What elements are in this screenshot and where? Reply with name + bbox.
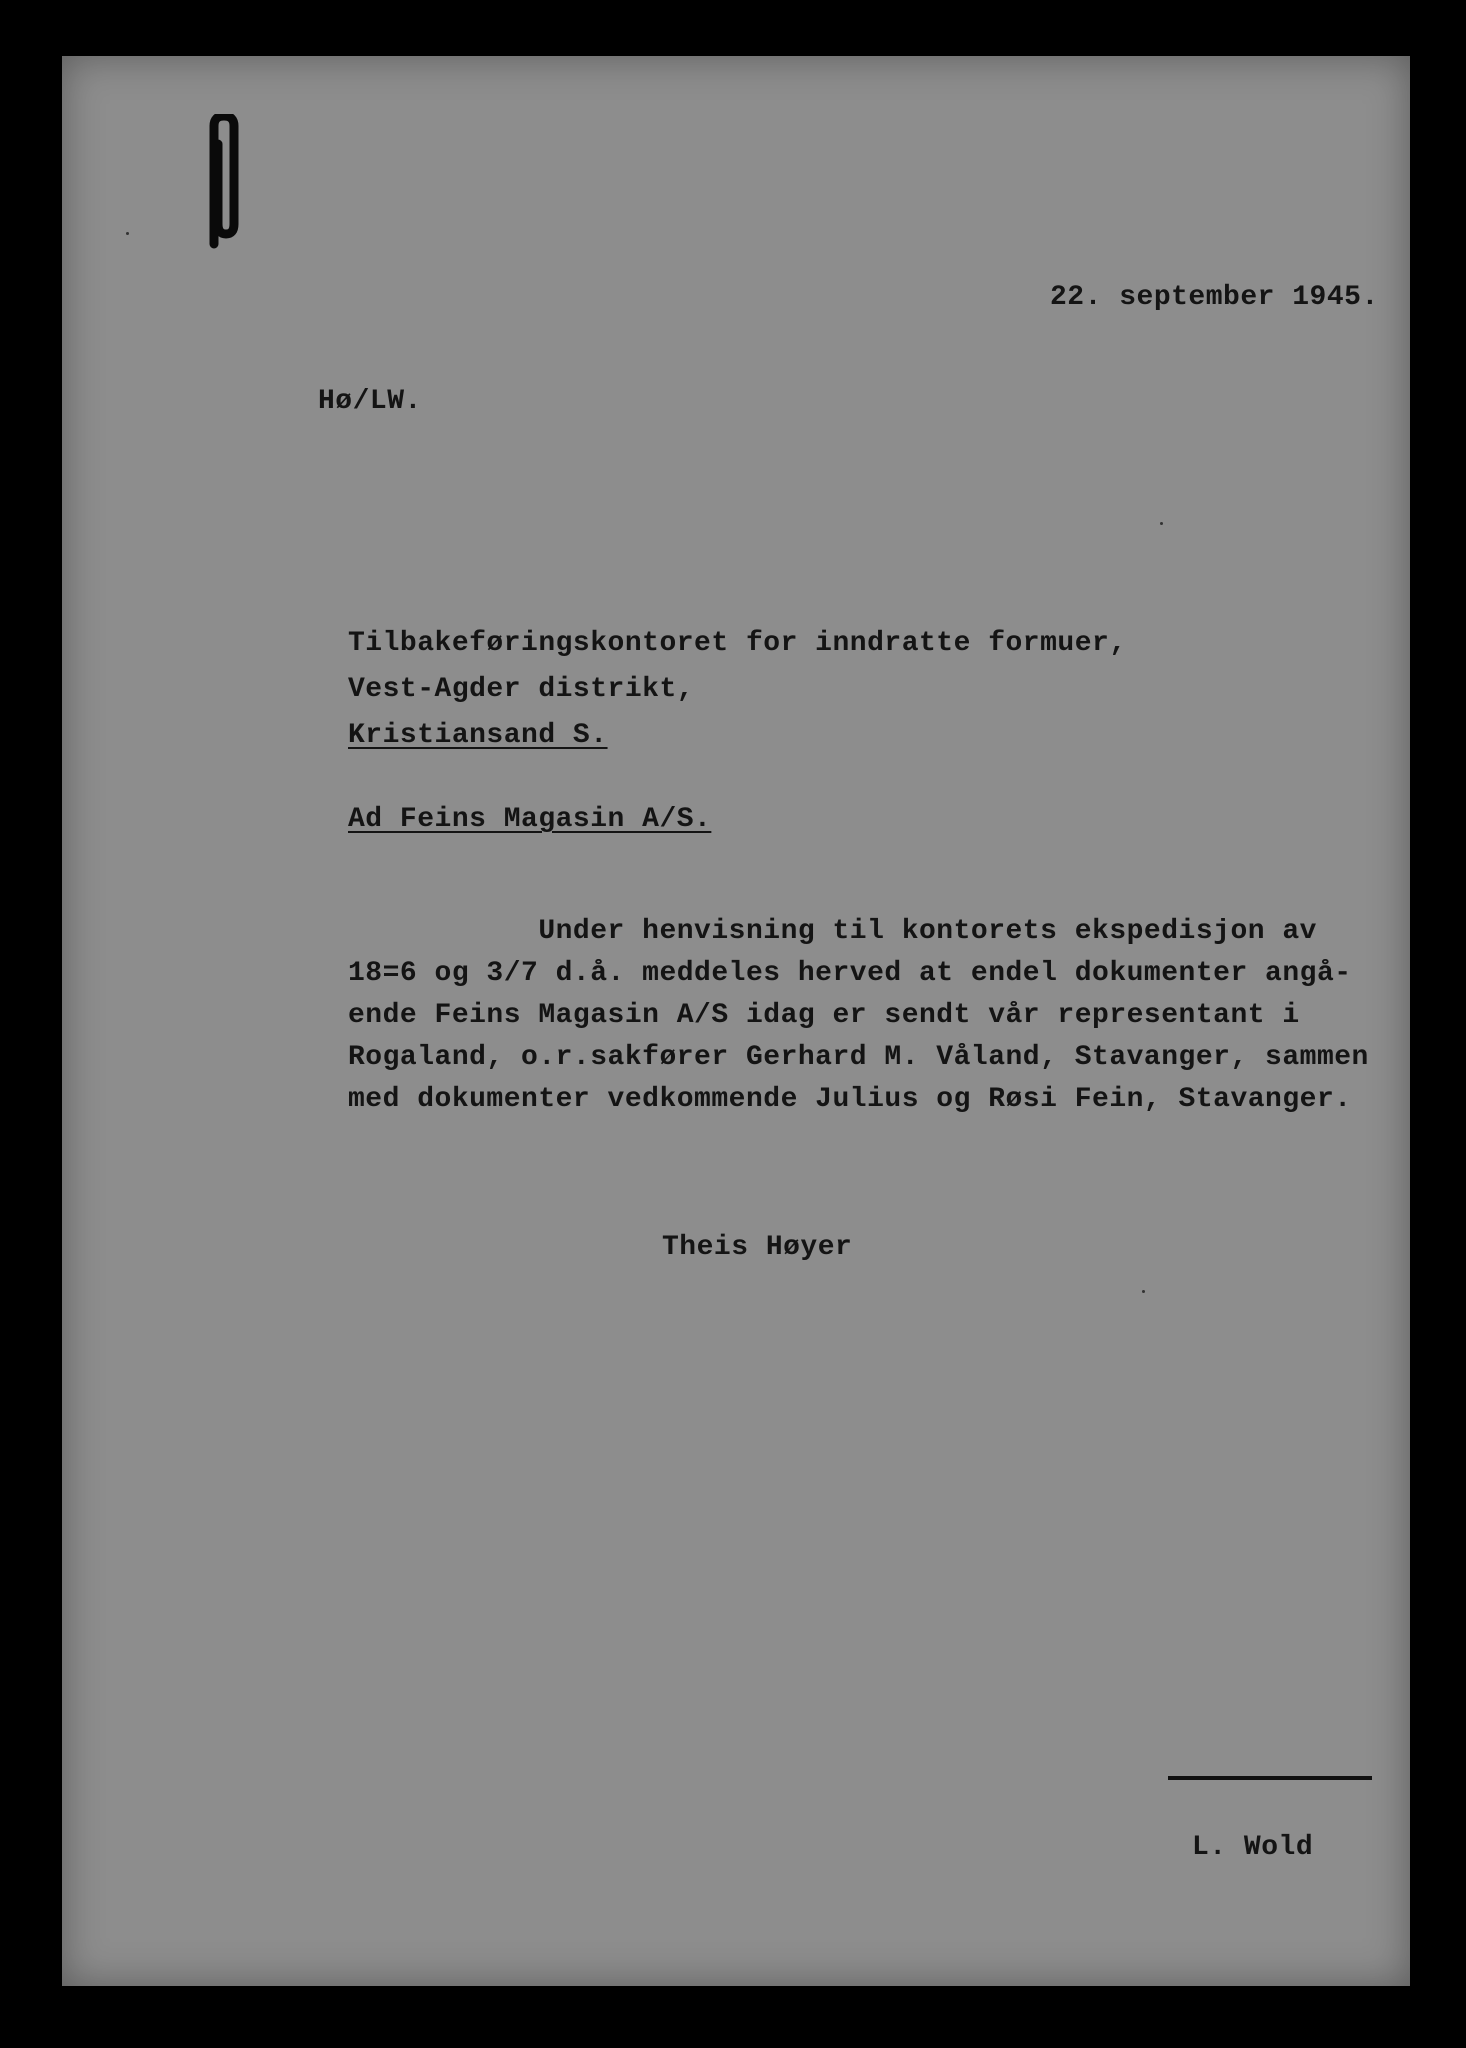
recipient-line-1: Tilbakeføringskontoret for inndratte formuer, [348, 628, 1127, 659]
body-line-4: Rogaland, o.r.sakfører Gerhard M. Våland, Stavanger, sammen [348, 1042, 1369, 1073]
letter-date: 22. september 1945. [1050, 282, 1379, 313]
body-line-1: Under henvisning til kontorets ekspedisjon av [348, 916, 1317, 947]
signature-line [1168, 1776, 1372, 1780]
body-line-5: med dokumenter vedkommende Julius og Røsi Fein, Stavanger. [348, 1084, 1352, 1115]
paper-speck [1160, 522, 1163, 525]
sender-name: Theis Høyer [662, 1232, 853, 1263]
subject-line: Ad Feins Magasin A/S. [348, 804, 712, 835]
signatory-name: L. Wold [1192, 1832, 1314, 1863]
recipient-line-2: Vest-Agder distrikt, [348, 674, 695, 705]
document-page [62, 56, 1410, 1986]
reference-code: Hø/LW. [318, 386, 422, 417]
body-line-3: ende Feins Magasin A/S idag er sendt vår representant i [348, 1000, 1300, 1031]
paper-speck [1142, 1290, 1145, 1293]
paper-clip-icon [204, 114, 244, 254]
recipient-line-3: Kristiansand S. [348, 720, 608, 751]
body-line-2: 18=6 og 3/7 d.å. meddeles herved at endel dokumenter angå- [348, 958, 1352, 989]
paper-speck [126, 232, 129, 235]
